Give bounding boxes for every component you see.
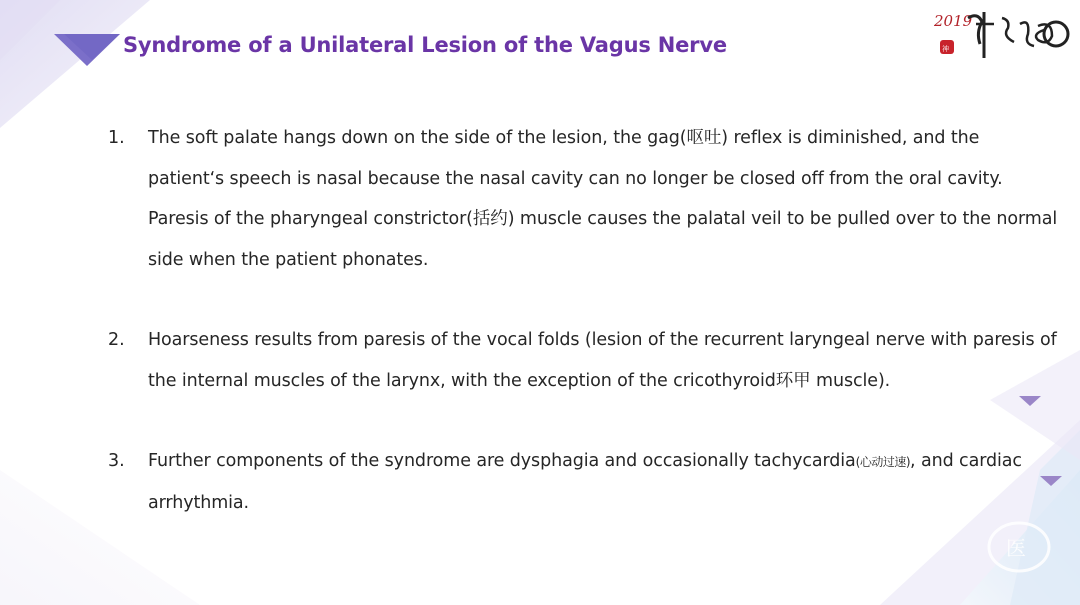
logo [924, 4, 1076, 66]
list-item-text: The soft palate hangs down on the side of the lesion, the gag(呕吐) reflex is diminished, and the patient‘s speech is nasal because the nasal cavity can no longer be closed off from the oral cavity. Paresis of the pharyngeal constrictor(括约) muscle causes the palatal veil to be pulled over to the normal side when the patient phonates. [148, 128, 1058, 270]
list-item-text-annotation: (心动过速) [855, 455, 911, 469]
slide-title: Syndrome of a Unilateral Lesion of the Vagus Nerve [123, 33, 727, 57]
svg-text:2019: 2019 [934, 12, 973, 30]
triangle-marker-icon [1019, 396, 1041, 406]
list-item-text-end: , and cardiac arrhythmia. [148, 451, 1022, 513]
triangle-marker-icon [1040, 476, 1062, 486]
watermark-text: 医 [1006, 536, 1026, 560]
list-item-text-main: Further components of the syndrome are dysphagia and occasionally tachycardia [148, 451, 856, 471]
title-triangle-marker [54, 34, 120, 66]
list-item-text [148, 441, 1058, 523]
list-item-number: 1. [108, 128, 125, 148]
svg-text:神: 神 [942, 45, 949, 53]
list-item-number: 2. [108, 330, 125, 350]
watermark-icon [986, 520, 1052, 574]
list-item-text: Hoarseness results from paresis of the vocal folds (lesion of the recurrent laryngeal nerve with paresis of the internal muscles of the larynx, with the exception of the cricothyroid环甲 muscle). [148, 330, 1057, 391]
logo-calligraphy-icon [924, 4, 1076, 66]
list-item-number: 3. [108, 451, 125, 471]
